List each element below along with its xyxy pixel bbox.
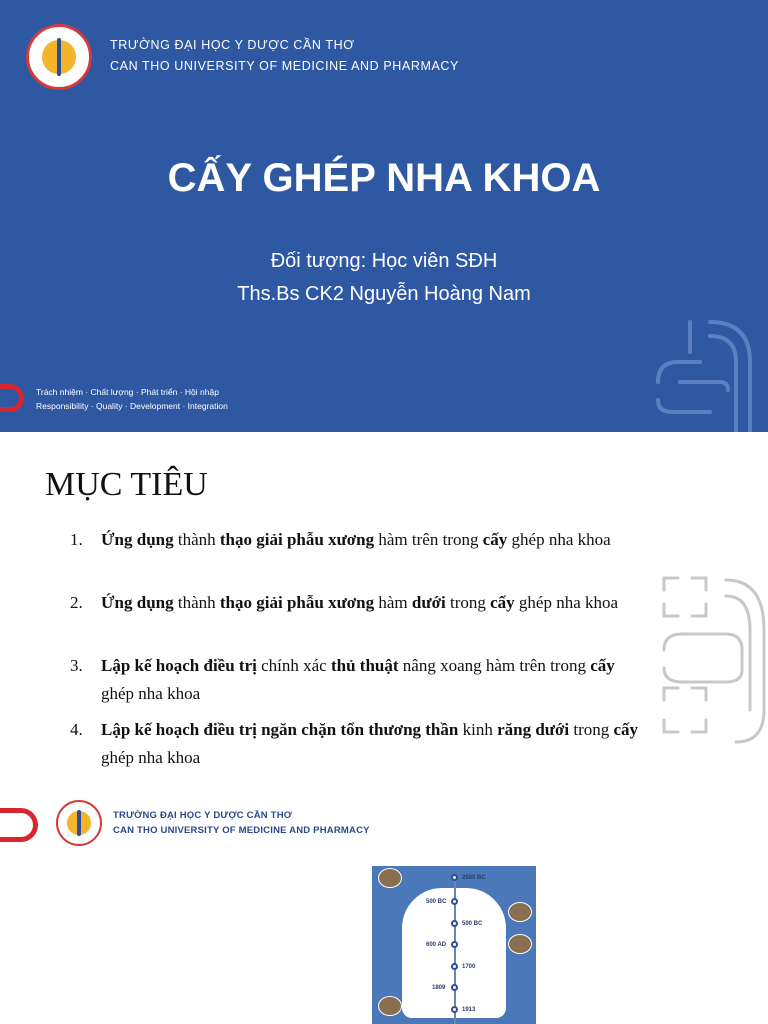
lecturer-text: Ths.Bs CK2 Nguyễn Hoàng Nam	[237, 283, 531, 305]
objectives-heading: MỤC TIÊU	[45, 466, 208, 503]
timeline-date: 500 BC	[462, 921, 483, 927]
objectives-slide	[0, 440, 768, 790]
history-photo	[508, 902, 532, 922]
objective-item	[70, 716, 640, 772]
history-slide	[0, 790, 768, 1024]
brand-d-mark-icon	[0, 384, 24, 412]
university-logo	[26, 24, 92, 90]
university-name-en: CAN THO UNIVERSITY OF MEDICINE AND PHARMACY	[113, 825, 370, 836]
audience-text: Đối tượng: Học viên SĐH	[270, 250, 498, 272]
implant-history-timeline	[372, 866, 536, 1024]
objective-text: Lập kế hoạch điều trị chính xác thủ thuật nâng xoang hàm trên trong cấy ghép nha khoa	[101, 656, 615, 703]
objective-item	[70, 589, 640, 617]
university-name-en: CAN THO UNIVERSITY OF MEDICINE AND PHARMACY	[110, 59, 459, 73]
timeline-date: 2500 BC	[462, 875, 486, 881]
objective-text: Ứng dụng thành thạo giải phẫu xương hàm dưới trong cấy ghép nha khoa	[101, 593, 619, 612]
timeline-date: 500 BC	[426, 899, 447, 905]
objective-text: Ứng dụng thành thạo giải phẫu xương hàm trên trong cấy ghép nha khoa	[101, 530, 611, 549]
university-logo	[56, 800, 102, 846]
history-photo	[378, 868, 402, 888]
history-photo	[378, 996, 402, 1016]
objective-item	[70, 526, 640, 554]
history-photo	[508, 934, 532, 954]
timeline-date: 1913	[462, 1007, 476, 1013]
decorative-pattern-icon	[656, 570, 768, 745]
decorative-pattern-icon	[650, 312, 768, 432]
objective-item	[70, 652, 640, 708]
motto-vn: Trách nhiệm · Chất lượng · Phát triển · Hội nhập	[36, 387, 219, 397]
university-name-vn: TRƯỜNG ĐẠI HỌC Y DƯỢC CẦN THƠ	[113, 810, 293, 821]
objective-text: Lập kế hoạch điều trị ngăn chặn tổn thương thần kinh răng dưới trong cấy ghép nha khoa	[101, 720, 639, 767]
brand-d-mark-icon	[0, 808, 38, 842]
timeline-date: 600 AD	[426, 942, 447, 948]
objective-number: 3.	[70, 656, 83, 675]
slide-title: CẤY GHÉP NHA KHOA	[167, 156, 601, 200]
objective-number: 1.	[70, 530, 83, 549]
timeline-date: 1809	[432, 985, 446, 991]
objective-number: 4.	[70, 720, 83, 739]
university-name-vn: TRƯỜNG ĐẠI HỌC Y DƯỢC CẦN THƠ	[110, 38, 355, 52]
timeline-date: 1700	[462, 964, 476, 970]
title-slide	[0, 0, 768, 432]
objective-number: 2.	[70, 593, 83, 612]
motto-en: Responsibility · Quality · Development · Integration	[36, 401, 228, 411]
